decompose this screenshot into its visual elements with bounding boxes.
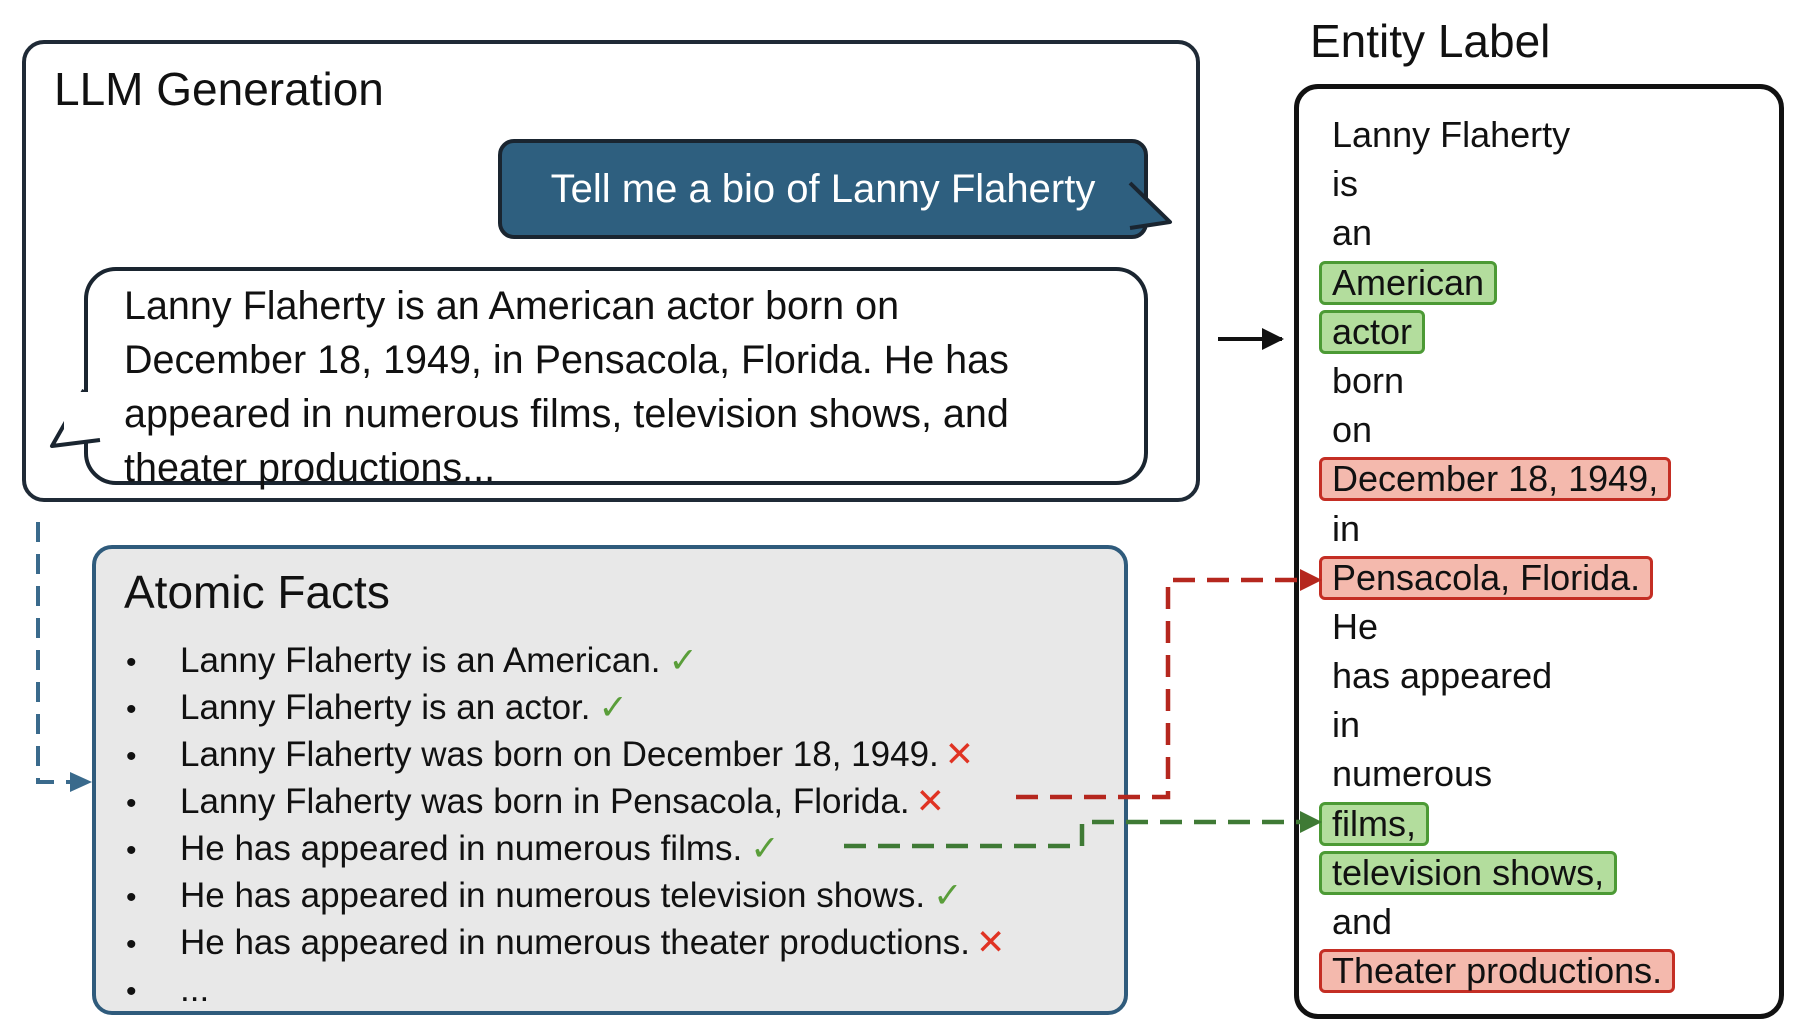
bullet-icon: • — [126, 787, 137, 820]
generation-to-entity-arrowhead — [1262, 328, 1284, 350]
entity-token-text: December 18, 1949, — [1319, 457, 1671, 501]
check-icon: ✓ — [933, 876, 963, 915]
cross-icon: ✕ — [975, 923, 1006, 962]
prompt-bubble-tail — [1130, 183, 1170, 228]
entity-label-title: Entity Label — [1310, 15, 1551, 67]
bullet-icon: • — [126, 975, 137, 1008]
response-line: December 18, 1949, in Pensacola, Florida. He has — [124, 338, 1009, 382]
atomic-facts-title: Atomic Facts — [124, 566, 390, 618]
entity-token-text: in — [1332, 704, 1361, 746]
check-icon: ✓ — [750, 829, 780, 868]
entity-token-text: actor — [1319, 310, 1425, 354]
entity-token-text: television shows, — [1319, 851, 1617, 895]
entity-token-text: and — [1332, 901, 1393, 942]
atomic-fact-text: He has appeared in numerous theater productions. — [180, 923, 970, 962]
atomic-fact-text: Lanny Flaherty is an American. — [180, 641, 661, 680]
pensacola-fact-arrowhead — [1300, 569, 1322, 591]
entity-token-text: is — [1332, 163, 1358, 205]
check-icon: ✓ — [598, 688, 628, 727]
entity-token-text: Pensacola, Florida. — [1319, 556, 1653, 600]
entity-token-text: has appeared — [1332, 655, 1553, 697]
bullet-icon: • — [126, 693, 137, 726]
response-line: appeared in numerous films, television shows, and — [124, 392, 1009, 436]
check-icon: ✓ — [668, 641, 698, 680]
bullet-icon: • — [126, 928, 137, 961]
cross-icon: ✕ — [944, 735, 975, 774]
response-line: Lanny Flaherty is an American actor born on — [124, 284, 900, 328]
entity-token-text: Lanny Flaherty — [1332, 114, 1571, 155]
entity-token-text: Theater productions. — [1319, 949, 1675, 993]
atomic-fact-text: Lanny Flaherty was born in Pensacola, Florida. — [180, 782, 910, 821]
entity-token-text: an — [1332, 212, 1373, 254]
atomic-fact-text: Lanny Flaherty was born on December 18, 1949. — [180, 735, 939, 774]
bullet-icon: • — [126, 646, 137, 679]
cross-icon: ✕ — [915, 782, 945, 821]
entity-token-text: He — [1332, 605, 1379, 647]
atomic-fact-text: He has appeared in numerous television shows. — [180, 876, 926, 915]
entity-token-text: films, — [1319, 802, 1429, 846]
bullet-icon: • — [126, 740, 137, 773]
films-fact-arrowhead — [1300, 811, 1322, 833]
response-line: theater productions... — [124, 446, 496, 490]
generation-to-facts-link — [38, 522, 76, 782]
films-fact-link — [844, 822, 1300, 846]
bullet-icon: • — [126, 881, 137, 914]
entity-token-text: born — [1332, 359, 1405, 401]
generation-to-facts-arrowhead — [70, 772, 92, 792]
pensacola-fact-link — [1016, 580, 1300, 797]
atomic-fact-text: Lanny Flaherty is an actor. — [180, 688, 591, 727]
prompt-text: Tell me a bio of Lanny Flaherty — [550, 166, 1096, 211]
entity-token-text: in — [1332, 507, 1361, 549]
atomic-fact-text: He has appeared in numerous films. — [180, 829, 743, 868]
entity-token-text: numerous — [1332, 753, 1493, 795]
entity-token-text: American — [1319, 261, 1497, 305]
atomic-fact-text: ... — [180, 970, 210, 1009]
bullet-icon: • — [126, 834, 137, 867]
entity-token-text: on — [1332, 409, 1373, 451]
llm-generation-title: LLM Generation — [54, 63, 384, 115]
